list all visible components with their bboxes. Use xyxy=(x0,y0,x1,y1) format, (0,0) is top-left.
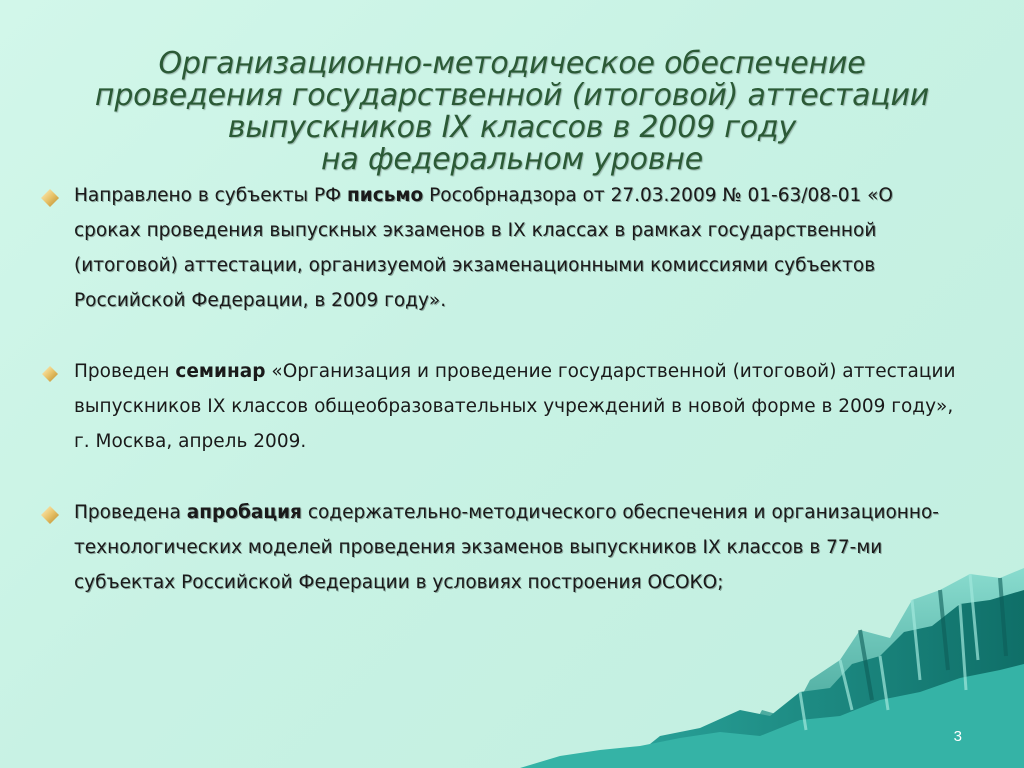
bullet-text-post: Рособрнадзора от 27.03.2009 № 01-63/08-01 «О сроках проведения выпускных экзаменов в IX классах в рамках государственной (итоговой) аттестации, организуемой экзаменационными комиссиями субъектов Российской Федерации, в 2009 году». xyxy=(74,185,893,311)
bullet-list xyxy=(40,178,960,600)
page-number: 3 xyxy=(953,728,962,745)
slide-title xyxy=(20,48,1004,176)
bullet-item-letter xyxy=(40,178,960,318)
bullet-text-pre: Проведена xyxy=(74,502,187,523)
mountains-decoration xyxy=(500,560,1024,768)
bullet-item-seminar xyxy=(40,354,960,459)
bullet-text xyxy=(74,361,956,452)
diamond-bullet-icon xyxy=(40,188,60,208)
bullet-text-pre: Направлено в субъекты РФ xyxy=(74,185,347,206)
diamond-bullet-icon xyxy=(40,364,60,384)
bullet-text-post: «Организация и проведение государственной (итоговой) аттестации выпускников IX классов общеобразовательных учреждений в новой форме в 2009 году», г. Москва, апрель 2009. xyxy=(74,361,956,452)
title-line-4: на федеральном уровне xyxy=(321,142,703,177)
bullet-text-bold: семинар xyxy=(175,361,266,382)
bullet-text-bold: письмо xyxy=(347,185,424,206)
bullet-text xyxy=(74,185,893,311)
title-line-2: проведения государственной (итоговой) аттестации xyxy=(94,78,930,113)
title-line-1: Организационно-методическое обеспечение xyxy=(158,46,866,81)
bullet-text-post: содержательно-методического обеспечения и организационно-технологических моделей проведения экзаменов выпускников IX классов в 77-ми субъектах Российской Федерации в условиях построения ОСОКО; xyxy=(74,502,939,593)
bullet-text-bold: апробация xyxy=(186,502,302,523)
title-line-3: выпускников IX классов в 2009 году xyxy=(227,110,797,145)
diamond-bullet-icon xyxy=(40,505,60,525)
bullet-text-pre: Проведен xyxy=(74,361,176,382)
